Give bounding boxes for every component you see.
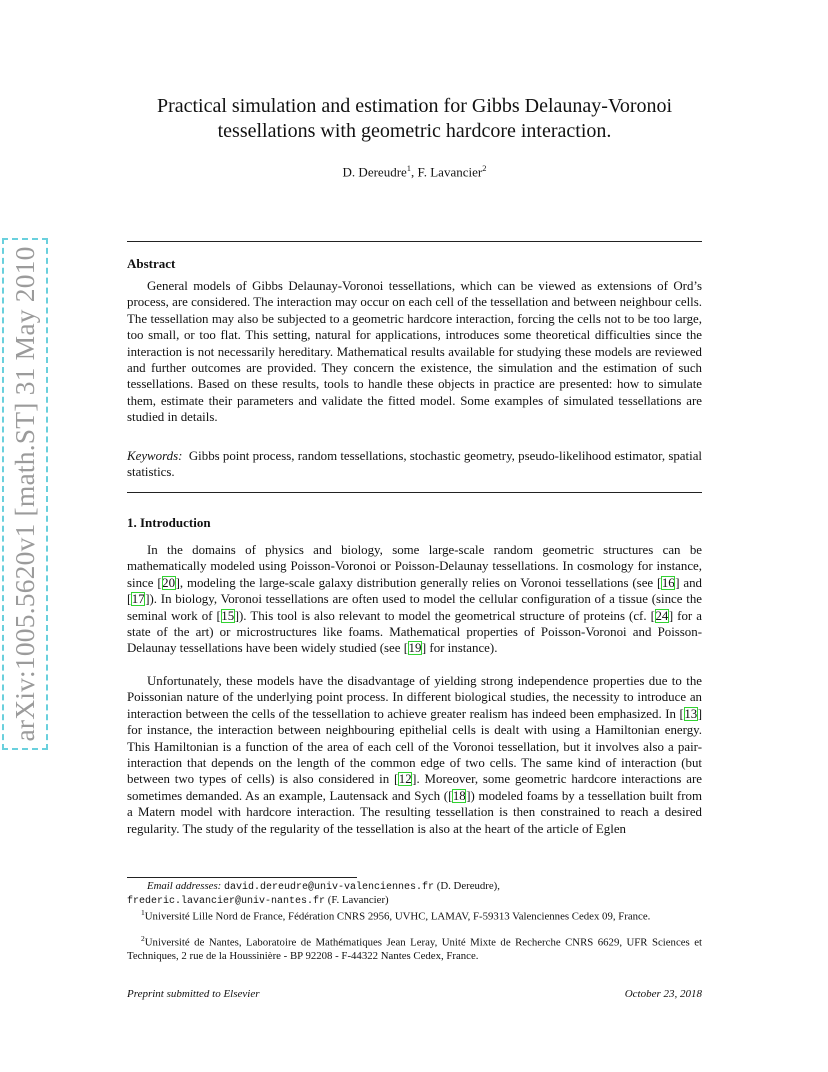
footnote-1 bbox=[127, 906, 702, 924]
intro-p1-text: for a state of the art) or microstructures like foams. Mathematical properties of Poisson-Voronoi and Poisson-Delaunay tessellations have been widely studied (see bbox=[127, 608, 702, 656]
footnote-emails bbox=[127, 880, 702, 909]
intro-p1-text: ). This tool is also relevant to model the geometrical structure of proteins (cf. bbox=[238, 608, 651, 623]
date-note: October 23, 2018 bbox=[624, 988, 702, 1000]
arxiv-stamp bbox=[2, 238, 48, 750]
section-heading-introduction: 1. Introduction bbox=[127, 515, 211, 530]
abstract-text: General models of Gibbs Delaunay-Voronoi tessellations, which can be viewed as extensions of Ord’s process, are considered. The interaction may occur on each cell of the tessellation and between neighbour cells. The tessellation may also be subjected to a geometric hardcore interaction, forcing the cells not to be too large, too small, or too flat. This setting, natural for applications, introduces some theoretical difficulties since the interaction is not necessarily hereditary. Mathematical results available for studying these models are reviewed and further outcomes are provided. They concern the existence, the simulation and the estimation of such tessellations. Based on these results, tools to handle these objects in practice are presented: how to simulate them, estimate their parameters and validate the fitted model. Some examples of simulated tessellations are studied in details. bbox=[127, 279, 702, 425]
author-1: D. Dereudre bbox=[342, 164, 407, 180]
author-separator: , bbox=[411, 164, 418, 180]
footnote-2 bbox=[127, 932, 702, 963]
intro-p2-text: . Moreover, some geometric hardcore interactions are sometimes demanded. As an example, Lautensack and Sych ( bbox=[127, 772, 703, 803]
abstract-heading: Abstract bbox=[127, 256, 176, 271]
intro-paragraph-1: In the domains of physics and biology, some large-scale random geometric structures can be mathematically modeled using Poisson-Voronoi or Poisson-Delaunay tessellations. In cosmology for instance, since [20], modeling the large-scale galaxy distribution generally relies on Voronoi tessellations (see [16] and [17]). In biology, Voronoi tessellations are often used to model the cellular configuration of a tissue (since the seminal work of [15]). This tool is also relevant to model the geometrical structure of proteins (cf. [24] for a state of the art) or microstructures like foams. Mathematical properties of Poisson-Voronoi and Poisson-Delaunay tessellations have been widely studied (see [19] for instance). bbox=[127, 543, 702, 656]
preprint-note: Preprint submitted to Elsevier bbox=[127, 988, 260, 1000]
footnote-rule bbox=[127, 877, 357, 878]
citation-link[interactable]: 13 bbox=[684, 706, 698, 721]
citation-link[interactable]: 15 bbox=[221, 608, 235, 623]
citation-link[interactable]: 18 bbox=[452, 788, 466, 803]
email-1-owner: (D. Dereudre), bbox=[434, 880, 500, 892]
abstract-top-rule bbox=[127, 241, 702, 242]
email-label: Email addresses: bbox=[147, 880, 222, 892]
footnote-1-text: Université Lille Nord de France, Fédération CNRS 2956, UVHC, LAMAV, F-59313 Valenciennes Cedex 09, France. bbox=[144, 910, 651, 923]
citation-link[interactable]: 12 bbox=[398, 772, 412, 787]
citation-link[interactable]: 24 bbox=[655, 608, 669, 623]
intro-p2-text: Unfortunately, these models have the disadvantage of yielding strong independence properties due to the Poissonian nature of the underlying point process. In different biological studies, the necessity to introduce an interaction between the cells of the tessellation to achieve greater realism has indeed been emphasized. In bbox=[127, 674, 702, 721]
authors bbox=[127, 163, 702, 180]
title-line-2: tessellations with geometric hardcore interaction. bbox=[217, 120, 612, 142]
intro-p2-text: ) modeled foams by a tessellation built from a Matern model with hardcore interaction. The resulting tessellation is then constrained to reach a desired regularity. The study of the regularity of the tessellation is also at the heart of the article of Eglen bbox=[127, 788, 702, 836]
intro-p2-text: for instance, the interaction between neighbouring epithelial cells is dealt with using a Hamiltonian energy. This Hamiltonian is a function of the area of each cell of the Voronoi tessellation, but it involves also a pair-interaction that depends on the length of the common edge of two cells. The same kind of interaction (but between two types of cells) is also considered in bbox=[127, 723, 702, 787]
keywords-label: Keywords: bbox=[127, 449, 183, 463]
paper-title bbox=[127, 94, 702, 144]
footnote-1-mark: 1 bbox=[141, 908, 145, 917]
citation-link[interactable]: 19 bbox=[408, 641, 422, 656]
intro-p1-text: , modeling the large-scale galaxy distribution generally relies on Voronoi tessellations (see bbox=[179, 575, 658, 590]
title-line-1: Practical simulation and estimation for Gibbs Delaunay-Voronoi bbox=[156, 95, 673, 117]
email-link-1[interactable]: david.dereudre@univ-valenciennes.fr bbox=[223, 882, 435, 893]
footnote-2-text: Université de Nantes, Laboratoire de Mathématiques Jean Leray, Unité Mixte de Recherche CNRS 6629, UFR Sciences et Techniques, 2 rue de la Houssinière - BP 92208 - F-44322 Nantes Cedex, France. bbox=[127, 936, 702, 962]
citation-link[interactable]: 16 bbox=[661, 575, 675, 590]
intro-p1-text: for instance). bbox=[426, 641, 498, 656]
email-link-2[interactable]: frederic.lavancier@univ-nantes.fr bbox=[127, 896, 326, 908]
intro-p1-text: In the domains of physics and biology, some large-scale random geometric structures can be mathematically modeled using Poisson-Voronoi or Poisson-Delaunay tessellations. In cosmology for instance, since bbox=[127, 543, 702, 590]
citation-link[interactable]: 17 bbox=[131, 592, 145, 607]
author-1-affil-mark[interactable]: 1 bbox=[406, 163, 412, 173]
keywords-list: Gibbs point process, random tessellations, stochastic geometry, pseudo-likelihood estimator, spatial statistics. bbox=[127, 449, 702, 480]
author-2-affil-mark[interactable]: 2 bbox=[482, 163, 487, 173]
intro-p1-text: and bbox=[679, 575, 702, 590]
intro-paragraph-2: Unfortunately, these models have the disadvantage of yielding strong independence properties due to the Poissonian nature of the underlying point process. In different biological studies, the necessity to introduce an interaction between the cells of the tessellation to achieve greater realism has indeed been emphasized. In [13] for instance, the interaction between neighbouring epithelial cells is dealt with using a Hamiltonian energy. This Hamiltonian is a function of the area of each cell of the Voronoi tessellation, but it involves also a pair-interaction that depends on the length of the common edge of two cells. The same kind of interaction (but between two types of cells) is also considered in [12]. Moreover, some geometric hardcore interactions are sometimes demanded. As an example, Lautensack and Sych ([18]) modeled foams by a tessellation built from a Matern model with hardcore interaction. The resulting tessellation is then constrained to reach a desired regularity. The study of the regularity of the tessellation is also at the heart of the article of Eglen bbox=[127, 674, 703, 836]
intro-p1-text: ). In biology, Voronoi tessellations are often used to model the cellular configuration of a tissue (since the seminal work of bbox=[127, 592, 702, 623]
abstract-bottom-rule bbox=[127, 492, 702, 493]
author-2: F. Lavancier bbox=[417, 164, 483, 180]
arxiv-identifier[interactable]: arXiv:1005.5620v1 [math.ST] 31 May 2010 bbox=[9, 246, 40, 742]
footnote-2-mark: 2 bbox=[141, 934, 145, 943]
citation-link[interactable]: 20 bbox=[162, 575, 176, 590]
email-2-owner: (F. Lavancier) bbox=[325, 894, 389, 907]
keywords bbox=[127, 448, 702, 481]
